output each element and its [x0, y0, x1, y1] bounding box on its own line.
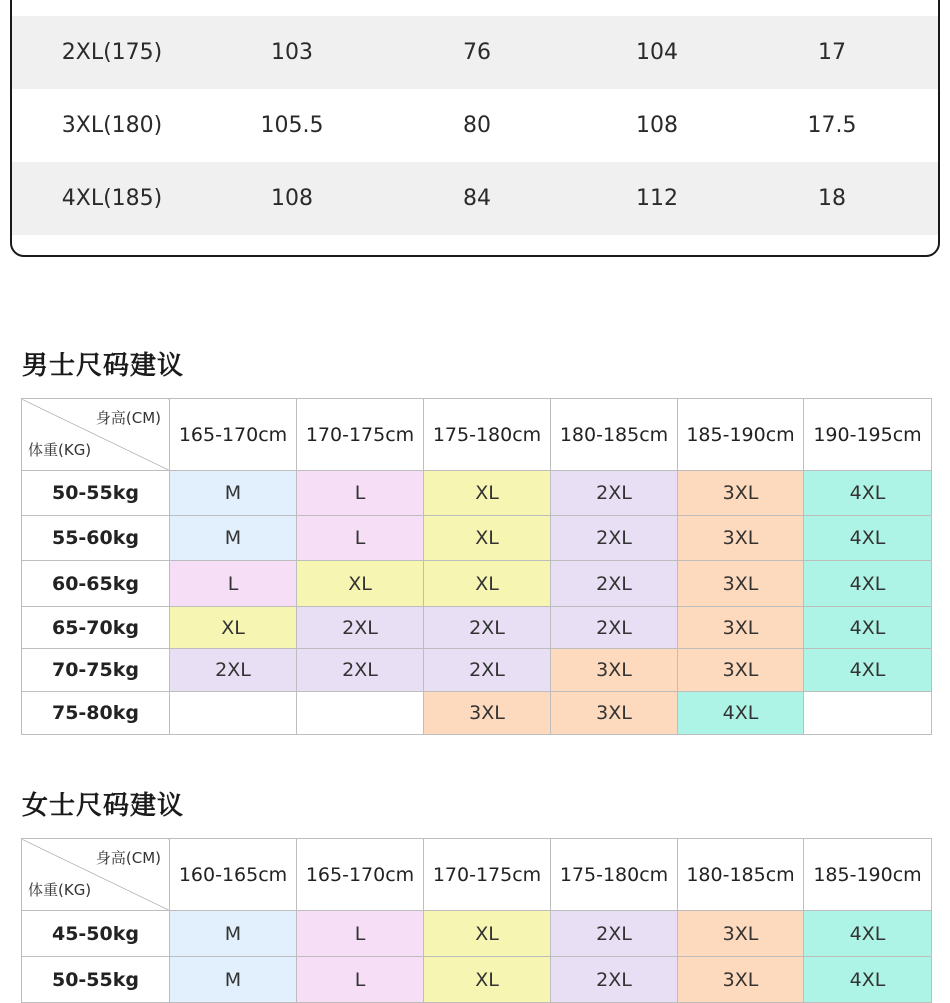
size-recommendation-cell: [170, 692, 297, 735]
size-recommendation-cell: 3XL: [424, 692, 551, 735]
value-cell: 108: [271, 186, 313, 211]
measurement-row: [12, 16, 938, 89]
size-recommendation-cell: 3XL: [678, 471, 804, 516]
size-recommendation-cell: XL: [424, 516, 551, 561]
weight-cell: 55-60kg: [22, 516, 170, 561]
size-recommendation-cell: M: [170, 471, 297, 516]
value-cell: 17: [818, 40, 846, 65]
size-recommendation-cell: XL: [424, 911, 551, 957]
size-recommendation-cell: 4XL: [804, 649, 932, 692]
table-row: [22, 471, 932, 516]
size-recommendation-cell: 3XL: [678, 561, 804, 607]
size-recommendation-cell: XL: [297, 561, 424, 607]
height-header-cell: 180-185cm: [678, 839, 804, 911]
size-recommendation-cell: 2XL: [551, 516, 678, 561]
size-recommendation-cell: 2XL: [551, 471, 678, 516]
size-recommendation-cell: XL: [424, 471, 551, 516]
height-header-cell: 165-170cm: [170, 399, 297, 471]
size-cell: 4XL(185): [61, 186, 163, 211]
weight-axis-label: 体重(KG): [28, 881, 92, 899]
table-row: [22, 649, 932, 692]
size-recommendation-cell: 4XL: [804, 957, 932, 1003]
size-recommendation-cell: L: [297, 911, 424, 957]
header-row: [22, 839, 932, 911]
height-header-cell: 185-190cm: [678, 399, 804, 471]
size-recommendation-cell: 2XL: [551, 607, 678, 649]
height-header-cell: 160-165cm: [170, 839, 297, 911]
table-row: [22, 692, 932, 735]
height-header-cell: 190-195cm: [804, 399, 932, 471]
size-cell: 2XL(175): [61, 40, 163, 65]
size-recommendation-cell: 3XL: [678, 516, 804, 561]
size-cell: 3XL(180): [61, 113, 163, 138]
table-row: [22, 957, 932, 1003]
size-recommendation-cell: [297, 692, 424, 735]
size-recommendation-cell: 3XL: [551, 649, 678, 692]
value-cell: 17.5: [807, 113, 857, 138]
table-row: [22, 561, 932, 607]
height-header-cell: 175-180cm: [551, 839, 678, 911]
size-recommendation-cell: 2XL: [424, 607, 551, 649]
weight-axis-label: 体重(KG): [28, 441, 92, 459]
size-recommendation-cell: L: [170, 561, 297, 607]
value-cell: 18: [818, 186, 846, 211]
women-section-title: 女士尺码建议: [22, 791, 185, 821]
size-recommendation-cell: 4XL: [804, 471, 932, 516]
value-cell: 112: [636, 186, 678, 211]
size-recommendation-cell: 3XL: [678, 607, 804, 649]
size-recommendation-cell: 3XL: [551, 692, 678, 735]
size-recommendation-cell: 2XL: [551, 911, 678, 957]
size-recommendation-cell: XL: [424, 561, 551, 607]
value-cell: 103: [271, 40, 313, 65]
size-recommendation-cell: [804, 692, 932, 735]
value-cell: 84: [463, 186, 491, 211]
size-recommendation-cell: 4XL: [678, 692, 804, 735]
size-recommendation-cell: 2XL: [551, 957, 678, 1003]
weight-cell: 65-70kg: [22, 607, 170, 649]
size-recommendation-cell: 4XL: [804, 607, 932, 649]
measurement-row: [12, 162, 938, 235]
height-header-cell: 170-175cm: [297, 399, 424, 471]
value-cell: 105.5: [260, 113, 324, 138]
men-section-title: 男士尺码建议: [22, 351, 185, 381]
size-recommendation-cell: 4XL: [804, 911, 932, 957]
men-size-table: [21, 398, 932, 735]
size-recommendation-cell: 3XL: [678, 649, 804, 692]
value-cell: 104: [636, 40, 678, 65]
weight-cell: 45-50kg: [22, 911, 170, 957]
weight-cell: 60-65kg: [22, 561, 170, 607]
value-cell: 108: [636, 113, 678, 138]
header-row: [22, 399, 932, 471]
weight-cell: 50-55kg: [22, 471, 170, 516]
weight-cell: 75-80kg: [22, 692, 170, 735]
size-recommendation-cell: L: [297, 516, 424, 561]
size-recommendation-cell: 2XL: [551, 561, 678, 607]
size-recommendation-cell: M: [170, 957, 297, 1003]
table-row: [22, 607, 932, 649]
size-recommendation-cell: 3XL: [678, 957, 804, 1003]
value-cell: 80: [463, 113, 491, 138]
size-recommendation-cell: 2XL: [297, 607, 424, 649]
height-header-cell: 185-190cm: [804, 839, 932, 911]
height-axis-label: 身高(CM): [95, 849, 161, 867]
value-cell: 76: [463, 40, 491, 65]
table-row: [22, 911, 932, 957]
corner-header-cell: [22, 839, 170, 911]
height-header-cell: 175-180cm: [424, 399, 551, 471]
size-recommendation-cell: M: [170, 516, 297, 561]
size-recommendation-cell: 3XL: [678, 911, 804, 957]
size-recommendation-cell: 2XL: [297, 649, 424, 692]
size-recommendation-cell: XL: [424, 957, 551, 1003]
size-recommendation-cell: 2XL: [170, 649, 297, 692]
size-recommendation-cell: 4XL: [804, 516, 932, 561]
height-header-cell: 165-170cm: [297, 839, 424, 911]
weight-cell: 50-55kg: [22, 957, 170, 1003]
size-recommendation-cell: M: [170, 911, 297, 957]
size-recommendation-cell: 4XL: [804, 561, 932, 607]
table-row: [22, 516, 932, 561]
size-recommendation-cell: 2XL: [424, 649, 551, 692]
measurement-table: [10, 0, 940, 257]
measurement-row: [12, 89, 938, 162]
height-header-cell: 180-185cm: [551, 399, 678, 471]
corner-header-cell: [22, 399, 170, 471]
women-size-table: [21, 838, 932, 1003]
size-recommendation-cell: L: [297, 957, 424, 1003]
height-header-cell: 170-175cm: [424, 839, 551, 911]
size-recommendation-cell: XL: [170, 607, 297, 649]
weight-cell: 70-75kg: [22, 649, 170, 692]
size-recommendation-cell: L: [297, 471, 424, 516]
height-axis-label: 身高(CM): [95, 409, 161, 427]
